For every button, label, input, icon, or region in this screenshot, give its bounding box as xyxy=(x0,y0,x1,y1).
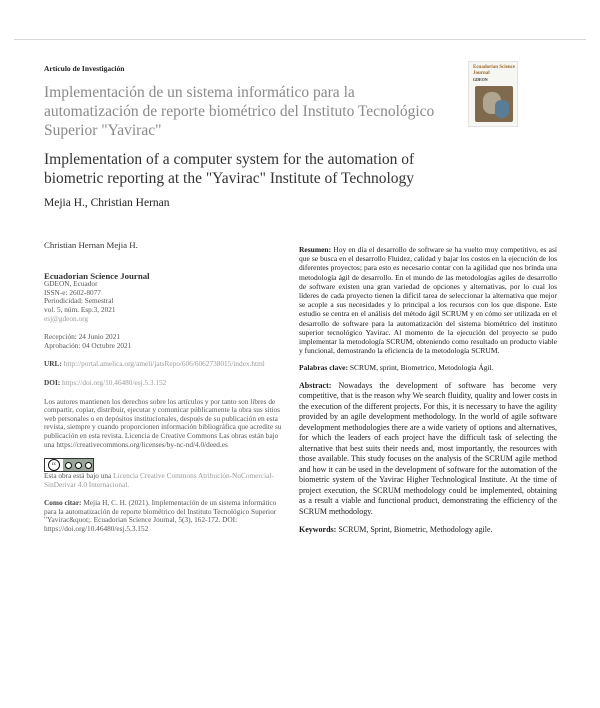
resumen-label: Resumen: xyxy=(299,245,332,254)
url-label: URL: xyxy=(44,359,62,369)
title-english: Implementation of a computer system for the automation of biometric reporting at the "Yavirac" Institute of Technology xyxy=(44,151,415,187)
palabras-label: Palabras clave: xyxy=(299,363,348,373)
abstract-label: Abstract: xyxy=(299,380,332,390)
by-icon xyxy=(65,462,72,469)
journal-meta-line: ISSN-e: 2602-8077 xyxy=(44,287,101,297)
journal-meta xyxy=(44,280,286,323)
doi-label: DOI: xyxy=(44,377,61,387)
abstract-text: Nowadays the development of software has become very competitive, that is the reason why We search fluidity, quality and lower costs in the execution of the different projects. For this, it is necessary to have the agility provided by an agile development methodology. In the world of agile software development methodologies there are a wide variety of options and alternatives, for which the leaders of each project have the difficult task of selecting the alternative that best suits their needs and, most importantly, the resources with those available. This study focuses on the analysis of the SCRUM agile method and how it can be used in the development of software for the automation of the biometric system of the Yavirac Higher Technological Institute. At the time of project execution, the SCRUM methodology could be implemented, obtaining as a result a viable and functional product, demonstrating the efficiency of the SCRUM methodology. xyxy=(299,380,557,516)
cover-title: Ecuadorian Science Journal xyxy=(473,65,516,76)
url-row xyxy=(44,360,286,369)
resumen-text: Hoy en día el desarrollo de software se ha vuelto muy competitivo, es así que se busca en el desarrollo Fluidez, calidad y bajar los costos en la ejecución de los diferentes proyectos; para esto es necesario contar con la agilidad que nos brinda una metodología ágil de desarrollo. En el mundo de las metodologías agiles de desarrollo de software existen una gran variedad de opciones y alternativas, por lo cual los líderes de cada proyecto tienen la difícil tarea de seleccionar la alternativa que mejor se acople a sus necesidades y lo principal a los recursos con los que dispone. Este estudio se centra en el análisis del método ágil SCRUM y en cómo ser utilizada en el desarrollo de software para la automatización del sistema biométrico del instituto superior tecnológico Yavirac. Al momento de la ejecución del proyecto se pudo implementar la metodología SCRUM, obteniendo como resultado un producto viable y funcional, demostrando la eficiencia de la metodología SCRUM. xyxy=(299,245,557,356)
creative-commons-badge-icon[interactable] xyxy=(44,458,94,472)
journal-cover-image xyxy=(468,61,518,127)
article-kind: Artículo de Investigación xyxy=(44,64,125,73)
license-link[interactable]: Licencia Creative Commons Atribución-NoComercial-SinDerivar 4.0 Internacional. xyxy=(44,471,274,489)
license-intro: Esta obra está bajo una xyxy=(44,471,112,481)
article-authors: Mejia H., Christian Hernan xyxy=(44,197,170,209)
cover-illustration xyxy=(475,86,513,122)
cc-logo-icon: cc xyxy=(48,459,60,471)
palabras-clave xyxy=(299,363,557,372)
citation-label: Como citar: xyxy=(44,498,82,508)
keywords-label: Keywords: xyxy=(299,525,337,535)
article-metadata-column xyxy=(44,241,286,534)
corresponding-author: Christian Hernan Mejia H. xyxy=(44,240,138,250)
palabras-text: SCRUM, sprint, Biometrico, Metodología Ágil. xyxy=(349,363,494,373)
url-link[interactable]: http://portal.amelica.org/ameli/jatsRepo/606/6062738015/index.html xyxy=(63,359,265,369)
journal-name: Ecuadorian Science Journal xyxy=(44,270,150,281)
doi-link[interactable]: https://doi.org/10.46480/esj.5.3.152 xyxy=(62,377,167,387)
received-date: Recepción: 24 Junio 2021 xyxy=(44,332,120,342)
license-text xyxy=(44,472,286,489)
citation xyxy=(44,499,286,533)
nc-icon xyxy=(75,462,82,469)
journal-meta-line: GDEON, Ecuador xyxy=(44,279,98,289)
keywords-text: SCRUM, Sprint, Biometric, Methodology agile. xyxy=(338,525,493,535)
journal-meta-line: vol. 5, núm. Esp.3, 2021 xyxy=(44,304,116,314)
article-header xyxy=(44,64,444,209)
abstract-paragraph xyxy=(299,381,557,518)
cover-publisher: GDEON xyxy=(473,77,488,82)
top-divider xyxy=(14,39,586,40)
approved-date: Aprobación: 04 Octubre 2021 xyxy=(44,340,132,350)
abstract-column xyxy=(299,245,557,536)
citation-text: Mejia H, C. H. (2021). Implementación de un sistema informático para la automatización de reporte biométrico del Instituto Tecnológico Superior "Yavirac&quot;. Ecuadorian Science Journal, 5(3), 162-172. DOI: https://doi.org/10.46480/esj.5.3.152 xyxy=(44,498,277,534)
dates xyxy=(44,333,286,350)
journal-meta-line: Periodicidad: Semestral xyxy=(44,296,114,306)
resumen-paragraph xyxy=(299,245,557,355)
keywords xyxy=(299,525,557,536)
journal-email-link[interactable]: esj@gdeon.org xyxy=(44,313,89,323)
nd-icon xyxy=(85,462,92,469)
copyright-notice: Los autores mantienen los derechos sobre los artículos y por tanto son libres de compartir, copiar, distribuir, ejecutar y comunicar públicamente la obra sus sitios web personales o en depósitos institucionales, después de su publicación en esta revista, siempre y cuando proporcionen información bibliográfica que acredite su publicación en esta revista. Licencia de Creative Commons Las obras están bajo una https://creativecommons.org/licenses/by-nc-nd/4.0/deed.es xyxy=(44,396,282,449)
title-spanish: Implementación de un sistema informático para la automatización de reporte biométrico del Instituto Tecnológico Superior "Yavirac" xyxy=(44,84,435,139)
doi-row xyxy=(44,379,286,388)
